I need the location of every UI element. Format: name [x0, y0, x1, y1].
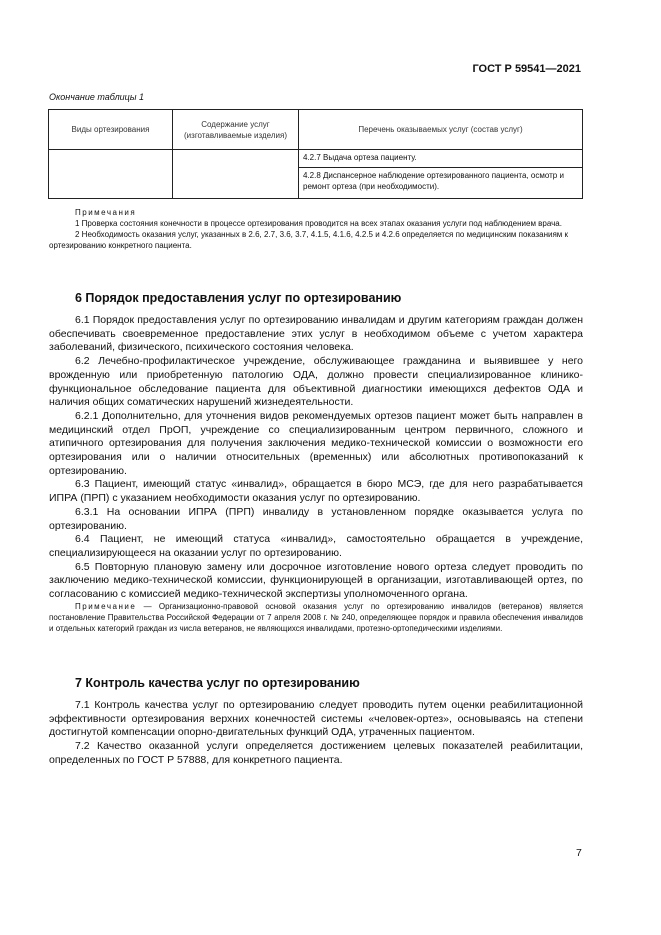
table-row [49, 150, 583, 168]
paragraph: 6.1 Порядок предоставления услуг по ортезированию инвалидам и другим категориям граждан должен обеспечивать своевременное предоставление этих услуг в необходимом объеме с учетом характера заболеваний, физического, психического состояния человека. [49, 314, 583, 354]
note-label: Примечание [75, 602, 137, 611]
paragraph: 7.1 Контроль качества услуг по ортезированию следует проводить путем оценки реабилитационной эффективности ортезирования верхних конечностей системы «человек-ортез», основываясь на степени достигнутой компенсации опорно-двигательных функций ОДА, утраченных пациентом. [49, 699, 583, 739]
section-6-body [49, 314, 583, 602]
section-7-body [49, 699, 583, 768]
paragraph: 6.3.1 На основании ИПРА (ПРП) инвалиду в установленном порядке оказывается услуга по ортезированию. [49, 505, 583, 532]
paragraph: 6.4 Пациент, не имеющий статуса «инвалид», самостоятельно обращается в учреждение, специализирующееся на оказании услуг по ортезированию. [49, 533, 583, 559]
table-cell: 4.2.8 Диспансерное наблюдение ортезированного пациента, осмотр и ремонт ортеза (при необходимости). [299, 168, 583, 199]
table-header-cell: Виды ортезирования [49, 110, 173, 150]
paragraph: 6.5 Повторную плановую замену или досрочное изготовление нового ортеза следует проводить по заключению медико-технической комиссии, функционирующей в организации, изготавливающей ортез, по согласованию с комиссией медико-технической экспертизы уполномоченного органа. [49, 560, 583, 601]
table-cell: 4.2.7 Выдача ортеза пациенту. [299, 150, 583, 168]
notes-title: Примечания [75, 208, 137, 217]
section-6-note [49, 601, 583, 634]
table-caption: Окончание таблицы 1 [49, 92, 144, 102]
services-table [48, 109, 583, 199]
section-7-heading: 7 Контроль качества услуг по ортезированию [75, 676, 360, 690]
note-item: 1 Проверка состояния конечности в процессе ортезирования проводится на всех этапах оказания услуги под наблюдением врача. [75, 219, 562, 228]
note-item: 2 Необходимость оказания услуг, указанных в 2.6, 2.7, 3.6, 3.7, 4.1.5, 4.1.6, 4.2.5 и 4.2.6 определяется по медицинским показаниям к ортезированию конкретного пациента. [49, 230, 569, 250]
table-cell [173, 150, 299, 199]
paragraph: 7.2 Качество оказанной услуги определяется достижением целевых показателей реабилитации, определенных по ГОСТ Р 57888, для конкретного пациента. [49, 740, 583, 766]
table-header-row [49, 110, 583, 150]
document-id: ГОСТ Р 59541—2021 [472, 63, 581, 75]
note-text: — Организационно-правовой основой оказания услуг по ортезированию инвалидов (ветеранов) является постановление Правительства Российской Федерации от 7 апреля 2008 г. № 240, определяющее порядок и правила обеспечения инвалидов и отдельных категорий граждан из числа ветеранов, не являющихся инвалидами, протезно-ортопедическими изделиями. [49, 602, 583, 633]
paragraph: 6.2.1 Дополнительно, для уточнения видов рекомендуемых ортезов пациент может быть направлен в медицинский отдел ПрОП, учреждение со специализированным центром первичного, сложного и атипичного ортезирования для получения заключения медико-технической комиссии о возможности его ортезирования или о наличии относительных (временных) или абсолютных противопоказаний к ортезированию. [49, 409, 583, 477]
section-6-heading: 6 Порядок предоставления услуг по ортезированию [75, 291, 402, 305]
paragraph: 6.2 Лечебно-профилактическое учреждение, обслуживающее гражданина и выявившее у него врожденную или приобретенную патологию ОДА, должно провести специализированное клинико-функциональное обследование пациента для объективной диагностики имеющихся дефектов ОДА и наличия общих соматических нарушений жизнедеятельности. [49, 355, 583, 409]
table-header-cell: Перечень оказываемых услуг (состав услуг) [299, 110, 583, 150]
table-header-cell: Содержание услуг (изготавливаемые изделия) [173, 110, 299, 150]
table-notes [49, 207, 583, 251]
table-cell [49, 150, 173, 199]
paragraph: 6.3 Пациент, имеющий статус «инвалид», обращается в бюро МСЭ, где для него разрабатывается ИПРА (ПРП) с указанием необходимости оказания услуг по ортезированию. [49, 478, 583, 505]
page-number: 7 [576, 847, 582, 859]
